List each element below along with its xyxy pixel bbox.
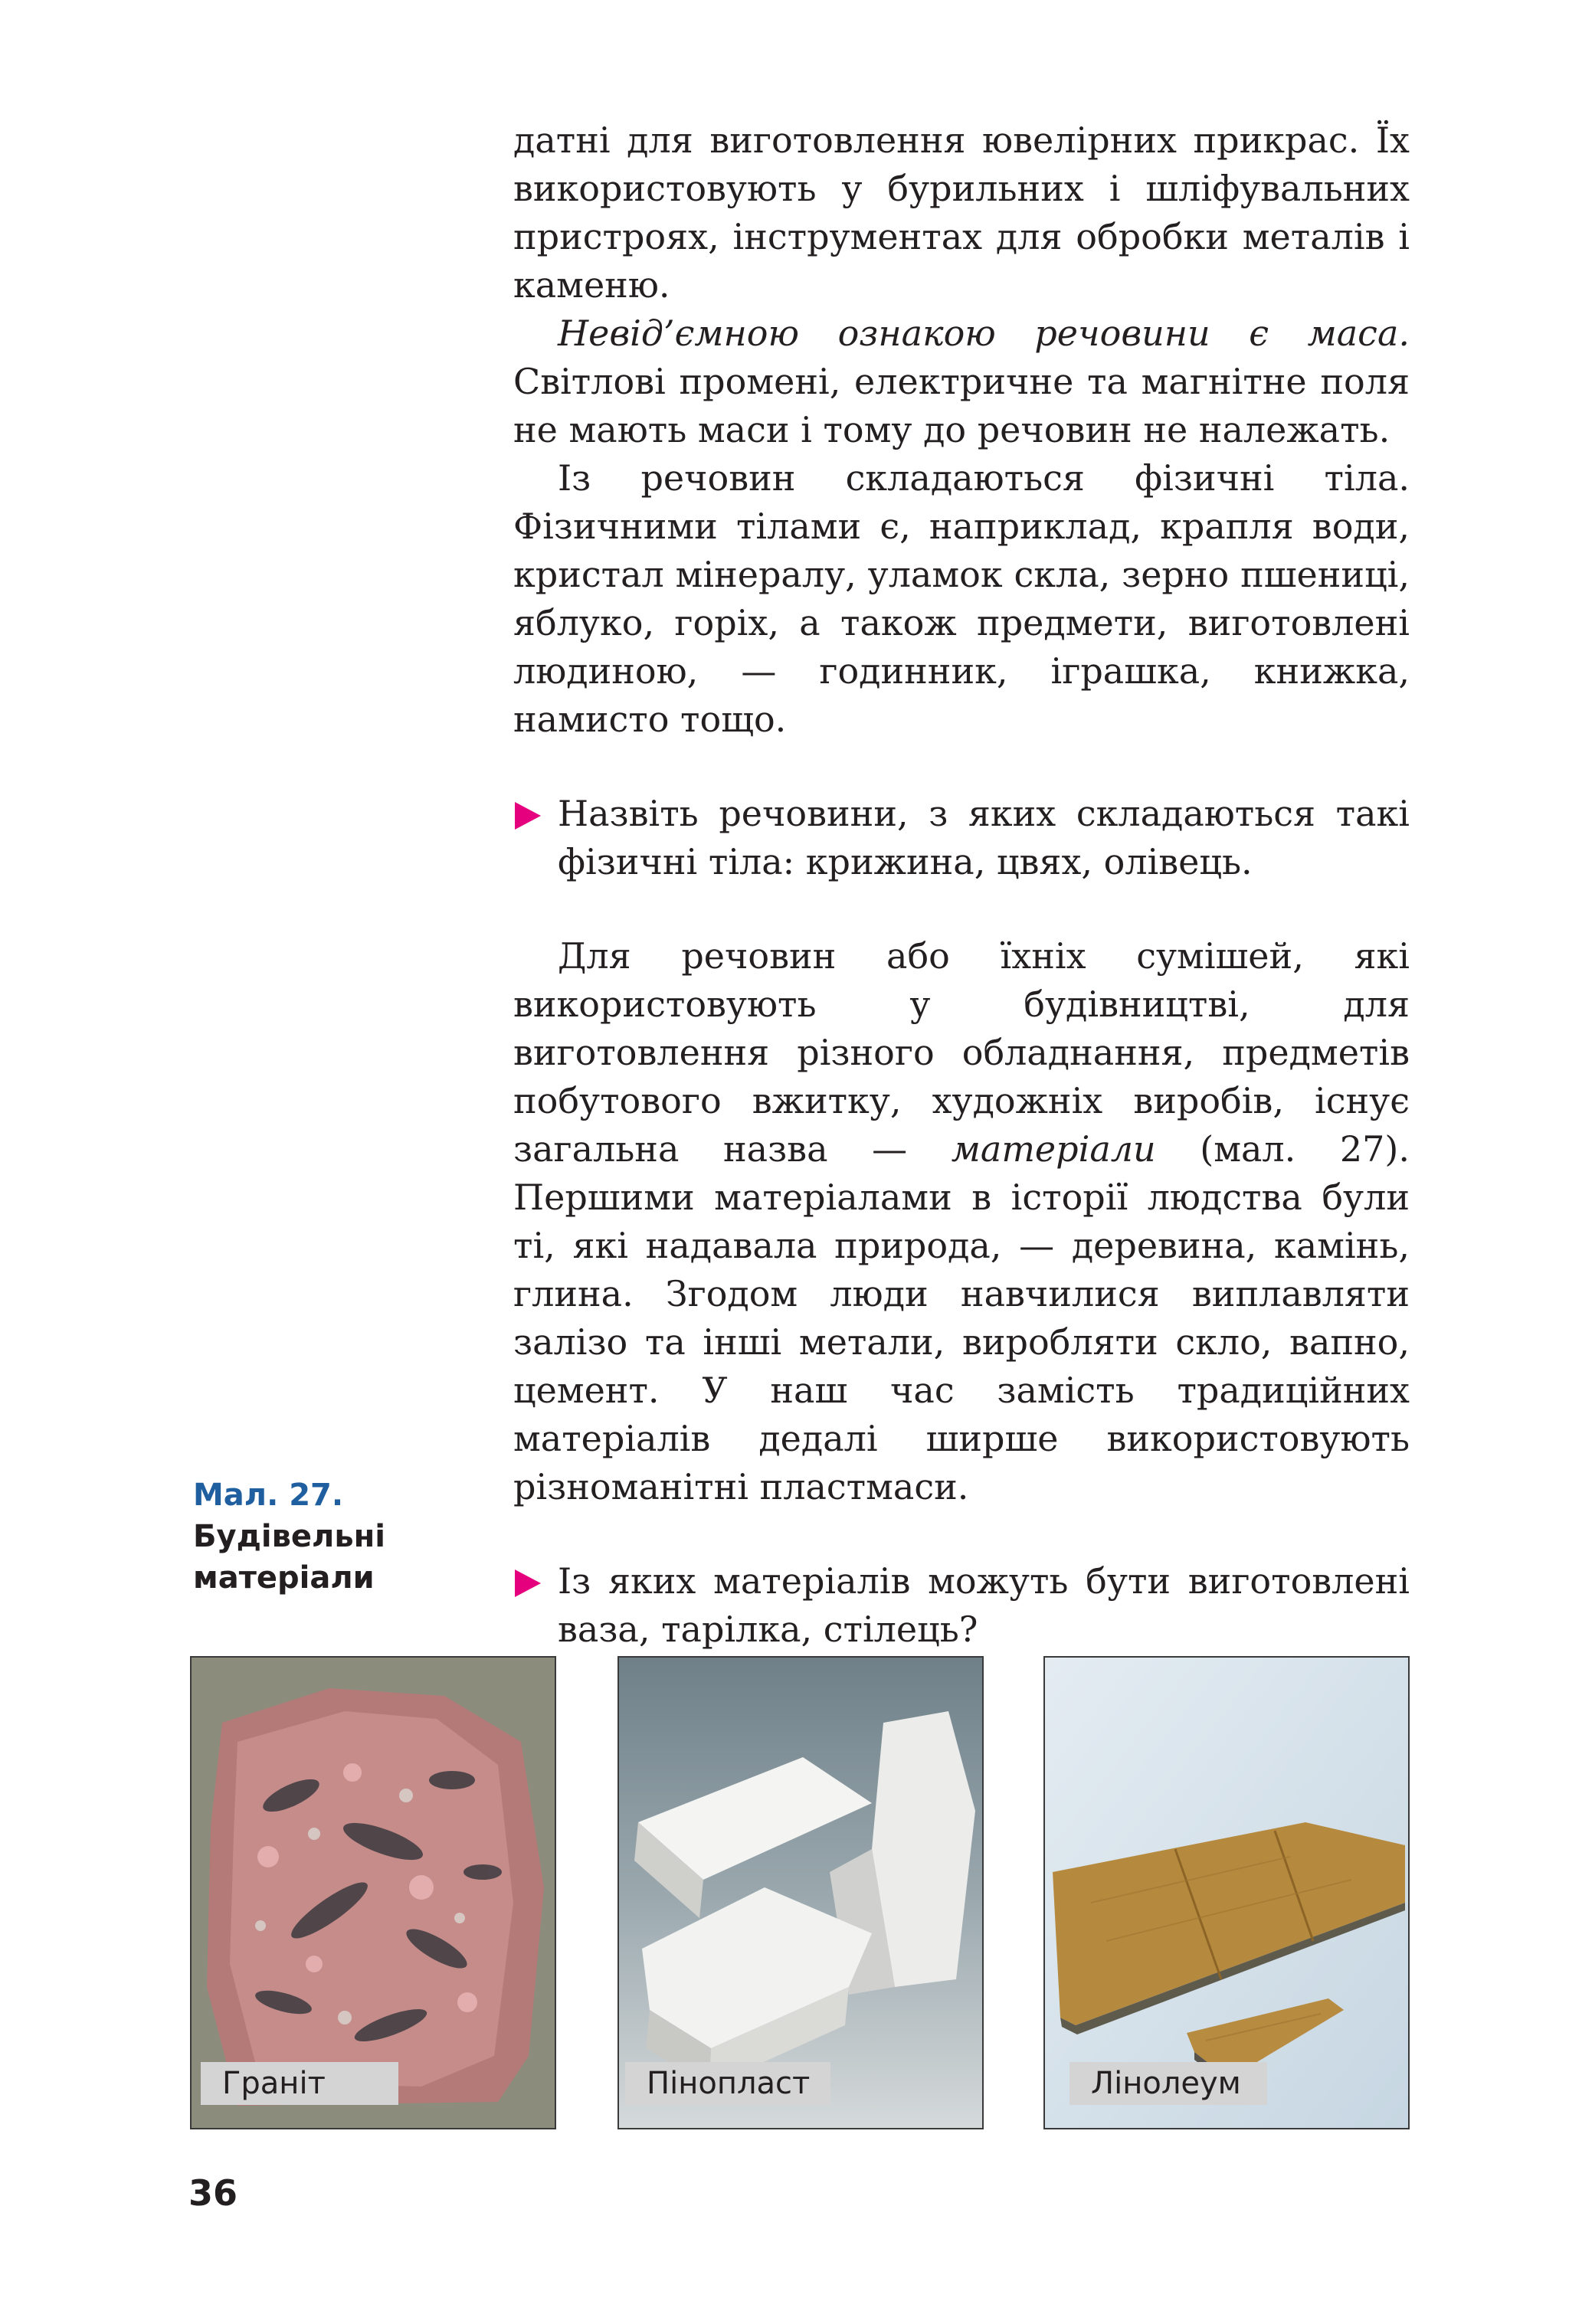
figure-caption [193,1475,423,1599]
question-1 [513,790,1410,886]
question-2 [513,1557,1410,1654]
granite-label: Граніт [201,2062,398,2105]
paragraph-3: Із речовин складаються фізичні тіла. Фізичними тілами є, наприклад, крапля води, кристал мінералу, уламок скла, зерно пшениці, яблуко, горіх, а також предмети, виготовлені людиною, — годинник, іграшка, книжка, намисто тощо. [513,457,1410,740]
granite-photo [190,1656,556,2129]
granite-image [192,1658,556,2129]
paragraph-2-rest: Світлові промені, електричне та магнітне поля не мають маси і тому до речовин не належать. [513,361,1410,450]
foam-label: Пінопласт [625,2062,830,2105]
materials-term: матеріали [951,1128,1156,1170]
linoleum-image [1045,1658,1410,2129]
question-2-text: Із яких матеріалів можуть бути виготовлені ваза, тарілка, стілець? [558,1560,1410,1650]
linoleum-photo [1043,1656,1410,2129]
paragraph-4-start: Для речовин або їхніх сумішей, які використовують у будівництві, для виготовлення різного обладнання, предметів побутового вжитку, художніх виробів, існує загальна назва — [513,935,1410,1170]
main-text-column [513,116,1410,1654]
paragraph-4 [513,932,1410,1511]
question-1-text: Назвіть речовини, з яких складаються такі фізичні тіла: крижина, цвях, олівець. [558,793,1410,882]
figure-caption-line-2: матеріали [193,1560,375,1596]
paragraph-4-end: (мал. 27). Першими матеріалами в історії людства були ті, які надавала природа, — деревина, камінь, глина. Згодом люди навчилися виплавляти залізо та інші метали, виробляти скло, вапно, цемент. У наш час замість традиційних матеріалів дедалі ширше використовують різноманітні пластмаси. [513,1128,1410,1507]
question-arrow-icon [515,802,541,830]
figure-caption-line-1: Будівельні [193,1519,385,1554]
question-arrow-icon [515,1570,541,1597]
foam-image [619,1658,984,2129]
page-number: 36 [188,2172,238,2214]
linoleum-label: Лінолеум [1069,2062,1267,2105]
paragraph-1: датні для виготовлення ювелірних прикрас. Їх використовують у бурильних і шліфувальних пристроях, інструментах для обробки металів і каменю. [513,119,1410,306]
foam-photo [617,1656,984,2129]
paragraph-2 [513,309,1410,454]
figure-number: Мал. 27. [193,1478,344,1513]
mass-definition: Невід’ємною ознакою речовини є маса. [558,313,1410,354]
